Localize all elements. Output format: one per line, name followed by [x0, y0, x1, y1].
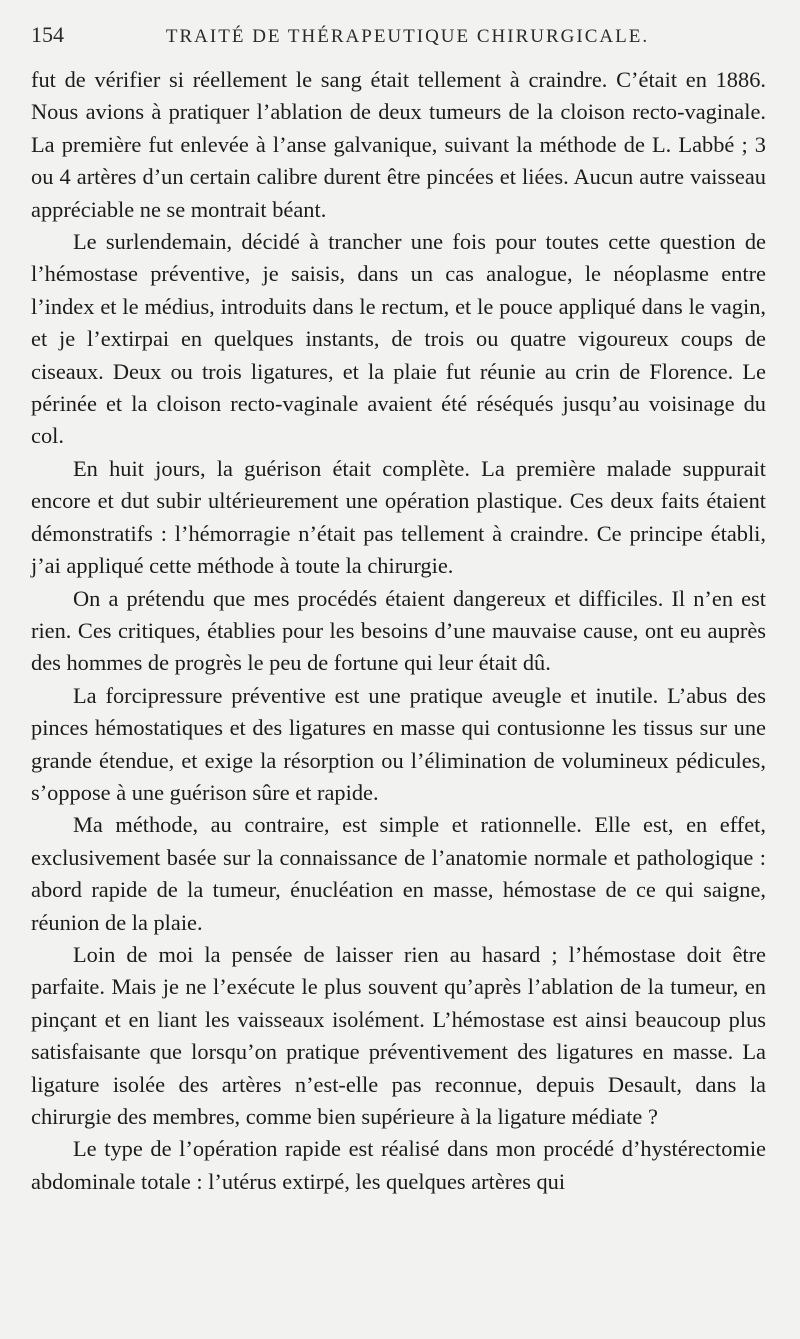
- paragraph: Ma méthode, au contraire, est simple et rationnelle. Elle est, en effet, exclusivement basée sur la connaissance de l’anatomie normale et pathologique : abord rapide de la tumeur, énucléation en masse, hémostase de ce qui saigne, réunion de la plaie.: [31, 812, 766, 935]
- paragraph: Loin de moi la pensée de laisser rien au hasard ; l’hémostase doit être parfaite. Mais je ne l’exécute le plus souvent qu’après l’ablation de la tumeur, en pinçant et en liant les vaisseaux isolément. L’hémostase est ainsi beaucoup plus satisfaisante que lorsqu’on pratique préventivement des ligatures en masse. La ligature isolée des artères n’est-elle pas reconnue, depuis Desault, dans la chirurgie des membres, comme bien supérieure à la ligature médiate ?: [31, 941, 766, 1129]
- paragraph: Le surlendemain, décidé à trancher une fois pour toutes cette question de l’hémostase préventive, je saisis, dans un cas analogue, le néoplasme entre l’index et le médius, introduits dans le rectum, et le pouce appliqué dans le vagin, et je l’extirpai en quelques instants, de trois ou quatre vigoureux coups de ciseaux. Deux ou trois ligatures, et la plaie fut réunie au crin de Florence. Le périnée et la cloison recto-vaginale avaient été réséqués jusqu’au voisinage du col.: [31, 229, 766, 449]
- running-title: TRAITÉ DE THÉRAPEUTIQUE CHIRURGICALE.: [165, 26, 650, 47]
- running-header: [31, 22, 766, 64]
- paragraph: Le type de l’opération rapide est réalisé dans mon procédé d’hystérectomie abdominale totale : l’utérus extirpé, les quelques artères qui: [31, 1136, 766, 1194]
- page-number: 154: [31, 22, 64, 47]
- page-body: [31, 64, 766, 1198]
- paragraph: La forcipressure préventive est une pratique aveugle et inutile. L’abus des pinces hémostatiques et des ligatures en masse qui contusionne les tissus sur une grande étendue, et exige la résorption ou l’élimination de volumineux pédicules, s’oppose à une guérison sûre et rapide.: [31, 682, 766, 805]
- paragraph: En huit jours, la guérison était complète. La première malade suppurait encore et dut subir ultérieurement une opération plastique. Ces deux faits étaient démonstratifs : l’hémorragie n’était pas tellement à craindre. Ce principe établi, j’ai appliqué cette méthode à toute la chirurgie.: [31, 455, 766, 579]
- paragraph-continuation: fut de vérifier si réellement le sang était tellement à craindre. C’était en 1886. Nous avions à pratiquer l’ablation de deux tumeurs de la cloison recto-vaginale. La première fut enlevée à l’anse galvanique, suivant la méthode de L. Labbé ; 3 ou 4 artères d’un certain calibre durent être pincées et liées. Aucun autre vaisseau appréciable ne se montrait béant.: [31, 67, 766, 222]
- paragraph: On a prétendu que mes procédés étaient dangereux et difficiles. Il n’en est rien. Ces critiques, établies pour les besoins d’une mauvaise cause, ont eu auprès des hommes de progrès le peu de fortune qui leur était dû.: [31, 585, 766, 676]
